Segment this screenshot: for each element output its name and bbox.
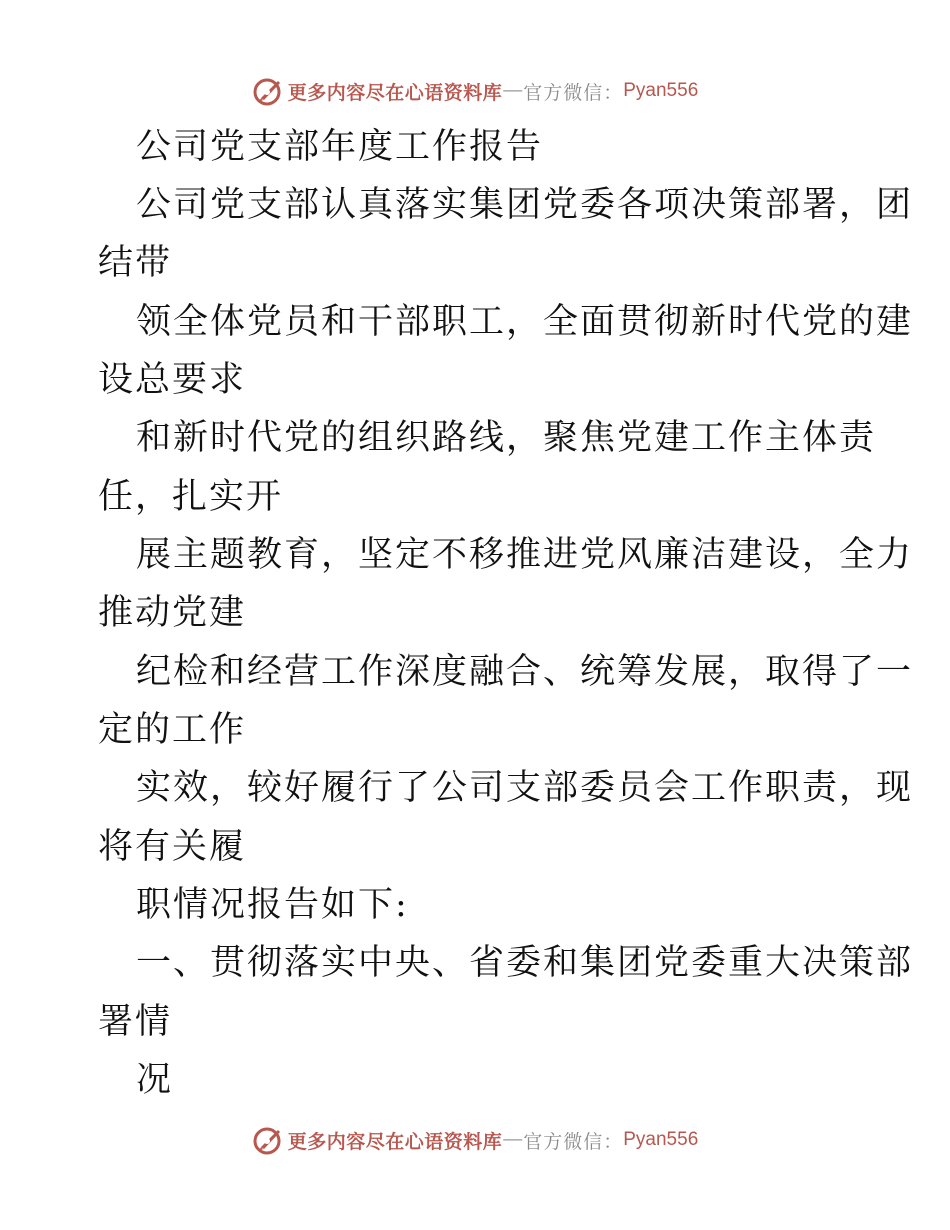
paragraph-line: 将有关履 — [98, 827, 247, 867]
section-heading-line: 署情 — [98, 1002, 173, 1042]
quill-pen-logo-icon — [252, 1124, 284, 1156]
paragraph-line: 领全体党员和干部职工，全面贯彻新时代党的建 — [136, 302, 914, 342]
banner-wechat-id: Pyan556 — [623, 80, 699, 101]
paragraph-line: 实效，较好履行了公司支部委员会工作职责，现 — [136, 768, 914, 808]
banner-separator: — — [503, 1129, 523, 1150]
paragraph-line: 职情况报告如下: — [136, 885, 409, 925]
document-title: 公司党支部年度工作报告 — [136, 127, 544, 167]
paragraph-line: 设总要求 — [98, 360, 247, 400]
paragraph-line: 定的工作 — [98, 710, 247, 750]
paragraph-line: 和新时代党的组织路线，聚焦党建工作主体责 — [136, 418, 877, 458]
banner-wechat-label: 官方微信： — [523, 1130, 624, 1153]
paragraph-line: 推动党建 — [98, 593, 247, 633]
paragraph-line: 公司党支部认真落实集团党委各项决策部署，团 — [136, 185, 914, 225]
banner-wechat-id: Pyan556 — [623, 1129, 699, 1150]
banner-wechat-label: 官方微信： — [523, 81, 624, 104]
paragraph-line: 纪检和经营工作深度融合、统筹发展，取得了一 — [136, 652, 914, 692]
banner-brand-text: 更多内容尽在心语资料库 — [287, 1130, 503, 1153]
footer-banner — [0, 1120, 950, 1160]
paragraph-line: 结带 — [98, 243, 173, 283]
quill-pen-logo-icon — [252, 75, 284, 107]
header-banner — [0, 71, 950, 111]
section-heading-line: 况 — [136, 1060, 174, 1100]
paragraph-line: 展主题教育，坚定不移推进党风廉洁建设，全力 — [136, 535, 914, 575]
banner-brand-text: 更多内容尽在心语资料库 — [287, 81, 503, 104]
section-heading-line: 一、贯彻落实中央、省委和集团党委重大决策部 — [136, 943, 914, 983]
paragraph-line: 任，扎实开 — [98, 477, 284, 517]
banner-separator: — — [503, 80, 523, 101]
